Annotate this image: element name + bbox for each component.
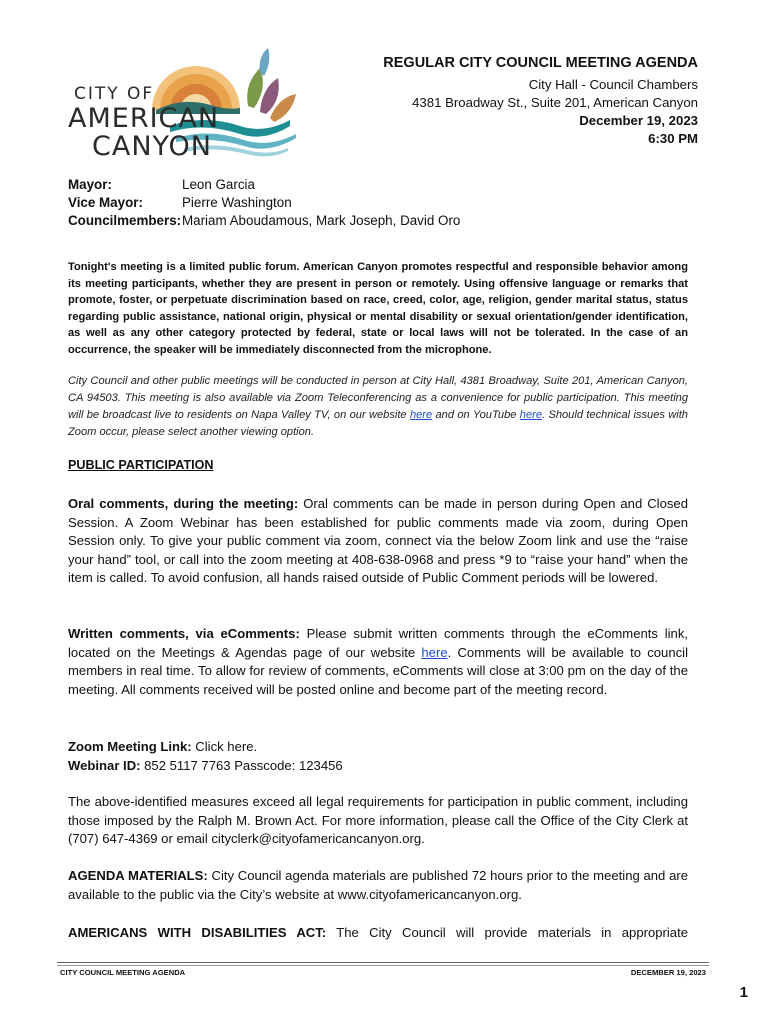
agenda-materials-text: City Council agenda materials are published 72 hours prior to the meeting and are available to the public via the City’s website at www.cityofamericancanyon.org. bbox=[68, 868, 688, 902]
webinar-label: Webinar ID: bbox=[68, 757, 141, 773]
written-comments-label: Written comments, via eComments: bbox=[68, 626, 300, 641]
oral-comments-paragraph bbox=[68, 495, 688, 588]
footer-divider-secondary bbox=[57, 965, 709, 966]
zoom-link-label: Zoom Meeting Link: bbox=[68, 739, 192, 754]
ada-text: The City Council will provide materials in appropriate bbox=[326, 925, 688, 940]
official-value: Leon Garcia bbox=[182, 177, 255, 192]
public-participation-heading: PUBLIC PARTICIPATION bbox=[68, 458, 214, 472]
logo-line-2: AMERICAN bbox=[68, 103, 220, 134]
meeting-location: City Hall - Council Chambers bbox=[528, 77, 698, 92]
official-row bbox=[68, 194, 460, 212]
oral-comments-label: Oral comments, during the meeting: bbox=[68, 496, 299, 511]
zoom-info bbox=[68, 738, 688, 775]
official-label: Mayor: bbox=[68, 177, 112, 192]
footer-date: DECEMBER 19, 2023 bbox=[630, 968, 706, 977]
officials-list bbox=[68, 176, 460, 230]
agenda-materials-label: AGENDA MATERIALS: bbox=[68, 868, 208, 883]
broadcast-text-2: and on YouTube bbox=[432, 409, 520, 421]
meeting-header bbox=[383, 54, 698, 148]
meeting-address: 4381 Broadway St., Suite 201, American Canyon bbox=[412, 95, 698, 110]
official-label: Councilmembers: bbox=[68, 213, 182, 228]
official-row bbox=[68, 212, 460, 230]
agenda-materials-paragraph bbox=[68, 867, 688, 904]
written-comments-text-1: Please submit written comments through the eComments link, located on the Meetings & Agendas page of our website bbox=[68, 626, 689, 660]
webinar-value: 852 5117 7763 Passcode: 123456 bbox=[140, 757, 343, 773]
website-link[interactable]: here bbox=[409, 409, 433, 421]
official-value: Mariam Aboudamous, Mark Joseph, David Oro bbox=[182, 213, 461, 228]
written-comments-paragraph bbox=[68, 625, 688, 699]
agenda-title: REGULAR CITY COUNCIL MEETING AGENDA bbox=[383, 55, 698, 71]
official-row bbox=[68, 176, 460, 194]
official-value: Pierre Washington bbox=[182, 195, 292, 210]
forum-notice: Tonight's meeting is a limited public forum. American Canyon promotes respectful and responsible behavior among its meeting participants, whether they are present in person or remotely. Using offensive language or remarks that promote, foster, or perpetuate discrimination based on race, creed, color, age, religion, gender marital status, status regarding public assistance, national origin, physical or mental disability or sexual orientation/gender identification, as well as any other category protected by federal, state or local laws will not be tolerated. In the case of an occurrence, the speaker will be immediately disconnected from the microphone. bbox=[68, 261, 688, 356]
written-comments-text-2: . Comments will be available to council members in real time. To allow for review of comments, eComments will close at 3:00 pm on the day of the meeting. All comments received will be posted online and become part of the meeting record. bbox=[68, 644, 688, 697]
official-label: Vice Mayor: bbox=[68, 195, 143, 210]
ada-paragraph bbox=[68, 924, 688, 943]
zoom-link[interactable]: Click here. bbox=[191, 739, 258, 754]
meeting-date: December 19, 2023 bbox=[579, 113, 698, 128]
logo-wordmark bbox=[68, 86, 219, 160]
webinar-row bbox=[68, 757, 688, 776]
zoom-link-row bbox=[68, 738, 688, 757]
oral-comments-text: Oral comments can be made in person during Open and Closed Session. A Zoom Webinar has been established for public comments made via zoom, during Open Session only. To give your public comment via zoom, connect via the below Zoom link and use the “raise your hand” tool, or call into the zoom meeting at 408-638-0968 and press *9 to “raise your hand” when the item is called. To avoid confusion, all hands raised outside of Public Comment periods will be lowered. bbox=[68, 496, 688, 585]
logo-line-1: CITY OF bbox=[74, 84, 155, 104]
ecomments-link[interactable]: here bbox=[421, 644, 448, 660]
ada-label: AMERICANS WITH DISABILITIES ACT: bbox=[68, 925, 327, 940]
meeting-time: 6:30 PM bbox=[648, 131, 698, 146]
page-number: 1 bbox=[739, 984, 748, 1001]
logo-line-3: CANYON bbox=[92, 131, 212, 162]
youtube-link[interactable]: here bbox=[519, 409, 543, 421]
measures-paragraph: The above-identified measures exceed all legal requirements for participation in public comment, including those imposed by the Ralph M. Brown Act. For more information, please call the Office of the City Clerk at (707) 647-4369 or email cityclerk@cityofamericancanyon.org. bbox=[68, 794, 688, 846]
broadcast-text-3: . Should technical issues with Zoom occur, please select another viewing option. bbox=[68, 409, 688, 438]
footer-divider bbox=[57, 962, 709, 963]
broadcast-text-1: City Council and other public meetings will be conducted in person at City Hall, 4381 Broadway, Suite 201, American Canyon, CA 94503. This meeting is also available via Zoom Teleconferencing as a convenience for public participation. This meeting will be broadcast live to residents on Napa Valley TV, on our website bbox=[68, 375, 688, 421]
footer-title: CITY COUNCIL MEETING AGENDA bbox=[60, 968, 186, 977]
broadcast-notice bbox=[68, 373, 688, 441]
